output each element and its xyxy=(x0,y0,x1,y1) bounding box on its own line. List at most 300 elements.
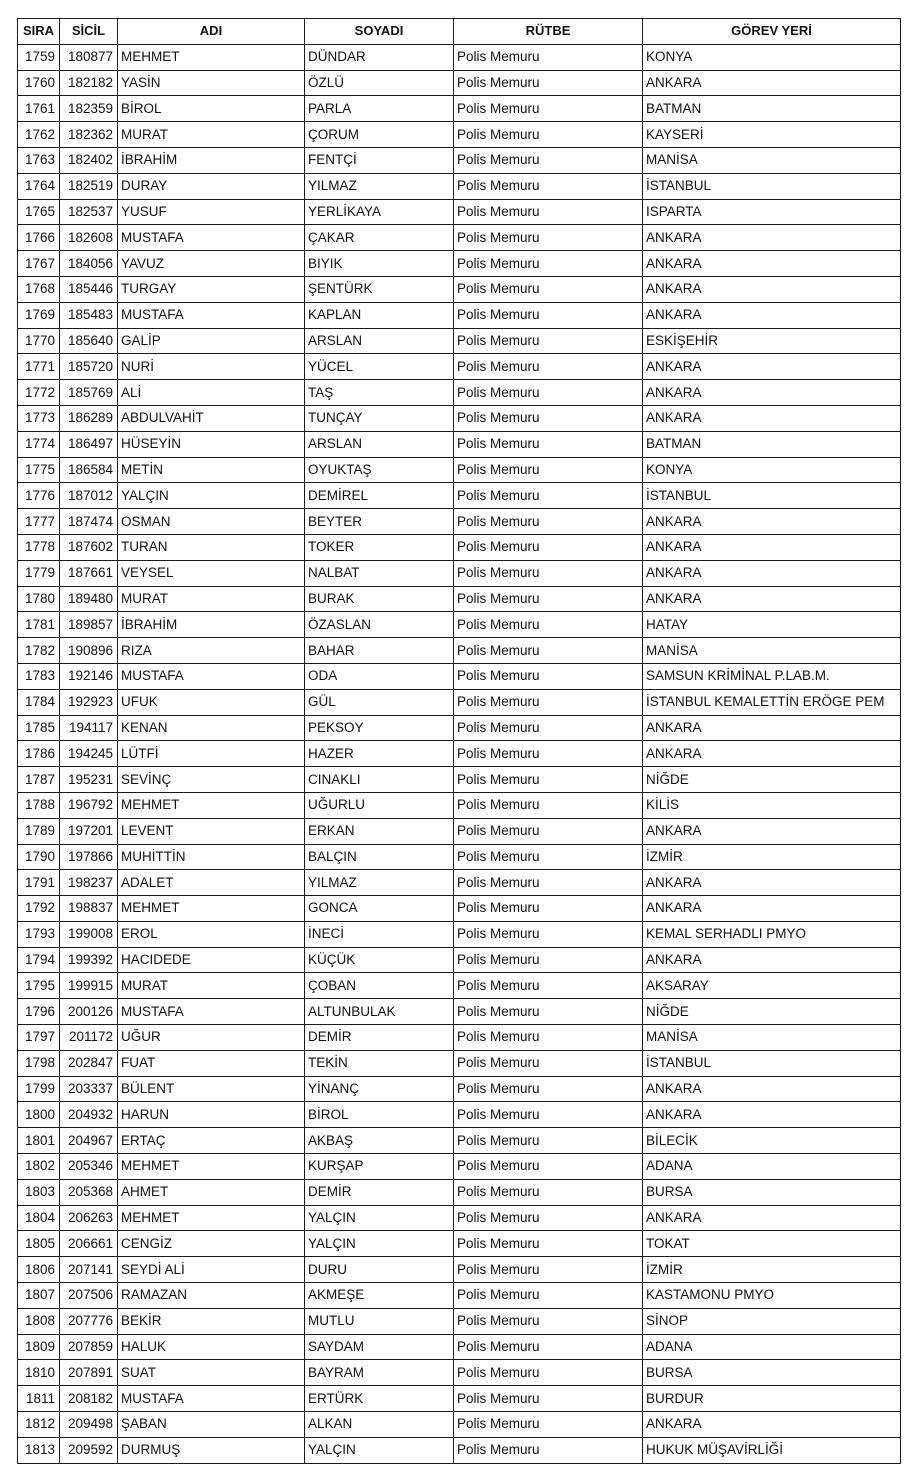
cell-adi: TURAN xyxy=(118,534,305,560)
cell-soyadi: KÜÇÜK xyxy=(305,947,454,973)
cell-rutbe: Polis Memuru xyxy=(454,147,643,173)
cell-soyadi: ÖZASLAN xyxy=(305,612,454,638)
cell-gorev-yeri: ANKARA xyxy=(643,251,901,277)
cell-rutbe: Polis Memuru xyxy=(454,1257,643,1283)
cell-soyadi: ALTUNBULAK xyxy=(305,999,454,1025)
table-row xyxy=(18,1050,901,1076)
table-header-row xyxy=(18,19,901,45)
header-adi: ADI xyxy=(118,19,305,45)
cell-sira: 1766 xyxy=(18,225,60,251)
cell-sicil: 206661 xyxy=(60,1231,118,1257)
cell-sicil: 182608 xyxy=(60,225,118,251)
cell-rutbe: Polis Memuru xyxy=(454,973,643,999)
cell-gorev-yeri: AKSARAY xyxy=(643,973,901,999)
cell-gorev-yeri: NİĞDE xyxy=(643,767,901,793)
table-row xyxy=(18,896,901,922)
cell-soyadi: YALÇIN xyxy=(305,1231,454,1257)
cell-gorev-yeri: KASTAMONU PMYO xyxy=(643,1283,901,1309)
cell-gorev-yeri: MANİSA xyxy=(643,638,901,664)
table-row xyxy=(18,638,901,664)
cell-sira: 1803 xyxy=(18,1179,60,1205)
table-row xyxy=(18,1231,901,1257)
cell-sicil: 189480 xyxy=(60,586,118,612)
cell-sira: 1784 xyxy=(18,689,60,715)
cell-gorev-yeri: ANKARA xyxy=(643,715,901,741)
cell-rutbe: Polis Memuru xyxy=(454,431,643,457)
cell-soyadi: ALKAN xyxy=(305,1412,454,1438)
cell-sira: 1786 xyxy=(18,741,60,767)
cell-sira: 1778 xyxy=(18,534,60,560)
cell-sira: 1791 xyxy=(18,870,60,896)
cell-rutbe: Polis Memuru xyxy=(454,586,643,612)
personnel-table xyxy=(17,18,901,1464)
table-row xyxy=(18,225,901,251)
cell-adi: UĞUR xyxy=(118,1025,305,1051)
table-row xyxy=(18,792,901,818)
cell-adi: SUAT xyxy=(118,1360,305,1386)
cell-gorev-yeri: İSTANBUL xyxy=(643,1050,901,1076)
cell-rutbe: Polis Memuru xyxy=(454,199,643,225)
cell-sicil: 207506 xyxy=(60,1283,118,1309)
table-row xyxy=(18,586,901,612)
cell-rutbe: Polis Memuru xyxy=(454,44,643,70)
cell-sira: 1759 xyxy=(18,44,60,70)
table-row xyxy=(18,1179,901,1205)
cell-gorev-yeri: ANKARA xyxy=(643,741,901,767)
cell-sira: 1761 xyxy=(18,96,60,122)
cell-adi: MUSTAFA xyxy=(118,663,305,689)
cell-gorev-yeri: KONYA xyxy=(643,457,901,483)
cell-sicil: 180877 xyxy=(60,44,118,70)
table-row xyxy=(18,147,901,173)
cell-rutbe: Polis Memuru xyxy=(454,534,643,560)
cell-sicil: 187602 xyxy=(60,534,118,560)
table-row xyxy=(18,663,901,689)
cell-adi: NURİ xyxy=(118,354,305,380)
cell-soyadi: GONCA xyxy=(305,896,454,922)
cell-soyadi: DEMİREL xyxy=(305,483,454,509)
cell-sicil: 182359 xyxy=(60,96,118,122)
cell-rutbe: Polis Memuru xyxy=(454,1437,643,1463)
cell-sira: 1762 xyxy=(18,122,60,148)
cell-rutbe: Polis Memuru xyxy=(454,1102,643,1128)
table-row xyxy=(18,199,901,225)
cell-soyadi: OYUKTAŞ xyxy=(305,457,454,483)
cell-adi: MEHMET xyxy=(118,1154,305,1180)
cell-rutbe: Polis Memuru xyxy=(454,1050,643,1076)
header-sicil: SİCİL xyxy=(60,19,118,45)
cell-adi: RAMAZAN xyxy=(118,1283,305,1309)
cell-gorev-yeri: İSTANBUL xyxy=(643,483,901,509)
cell-rutbe: Polis Memuru xyxy=(454,1231,643,1257)
cell-adi: GALİP xyxy=(118,328,305,354)
cell-gorev-yeri: ADANA xyxy=(643,1154,901,1180)
cell-sira: 1804 xyxy=(18,1205,60,1231)
cell-sira: 1785 xyxy=(18,715,60,741)
cell-adi: MURAT xyxy=(118,586,305,612)
cell-adi: YUSUF xyxy=(118,199,305,225)
cell-sira: 1790 xyxy=(18,844,60,870)
cell-soyadi: YILMAZ xyxy=(305,173,454,199)
cell-rutbe: Polis Memuru xyxy=(454,612,643,638)
cell-adi: MEHMET xyxy=(118,896,305,922)
cell-sira: 1780 xyxy=(18,586,60,612)
cell-adi: BEKİR xyxy=(118,1308,305,1334)
cell-sira: 1788 xyxy=(18,792,60,818)
table-row xyxy=(18,1386,901,1412)
table-row xyxy=(18,1076,901,1102)
table-row xyxy=(18,947,901,973)
cell-gorev-yeri: İZMİR xyxy=(643,844,901,870)
cell-sira: 1792 xyxy=(18,896,60,922)
cell-sicil: 186584 xyxy=(60,457,118,483)
table-row xyxy=(18,973,901,999)
table-row xyxy=(18,921,901,947)
table-row xyxy=(18,1360,901,1386)
cell-sicil: 182537 xyxy=(60,199,118,225)
cell-sicil: 207141 xyxy=(60,1257,118,1283)
cell-gorev-yeri: İSTANBUL xyxy=(643,173,901,199)
cell-sicil: 185640 xyxy=(60,328,118,354)
cell-rutbe: Polis Memuru xyxy=(454,96,643,122)
cell-rutbe: Polis Memuru xyxy=(454,741,643,767)
cell-soyadi: BAHAR xyxy=(305,638,454,664)
cell-sira: 1769 xyxy=(18,302,60,328)
table-row xyxy=(18,70,901,96)
cell-adi: AHMET xyxy=(118,1179,305,1205)
cell-sicil: 192923 xyxy=(60,689,118,715)
cell-soyadi: UĞURLU xyxy=(305,792,454,818)
cell-soyadi: YILMAZ xyxy=(305,870,454,896)
cell-rutbe: Polis Memuru xyxy=(454,380,643,406)
cell-soyadi: DURU xyxy=(305,1257,454,1283)
header-gorev-yeri: GÖREV YERİ xyxy=(643,19,901,45)
table-row xyxy=(18,431,901,457)
cell-soyadi: DÜNDAR xyxy=(305,44,454,70)
cell-sira: 1774 xyxy=(18,431,60,457)
cell-sira: 1808 xyxy=(18,1308,60,1334)
cell-sicil: 199008 xyxy=(60,921,118,947)
cell-rutbe: Polis Memuru xyxy=(454,1179,643,1205)
cell-sicil: 201172 xyxy=(60,1025,118,1051)
cell-sira: 1810 xyxy=(18,1360,60,1386)
cell-sicil: 186497 xyxy=(60,431,118,457)
cell-adi: FUAT xyxy=(118,1050,305,1076)
cell-sira: 1812 xyxy=(18,1412,60,1438)
cell-adi: MURAT xyxy=(118,122,305,148)
cell-sicil: 192146 xyxy=(60,663,118,689)
cell-sira: 1787 xyxy=(18,767,60,793)
cell-sicil: 189857 xyxy=(60,612,118,638)
cell-adi: MUSTAFA xyxy=(118,225,305,251)
cell-soyadi: TAŞ xyxy=(305,380,454,406)
cell-soyadi: YERLİKAYA xyxy=(305,199,454,225)
cell-sira: 1772 xyxy=(18,380,60,406)
cell-adi: CENGİZ xyxy=(118,1231,305,1257)
cell-rutbe: Polis Memuru xyxy=(454,1308,643,1334)
table-row xyxy=(18,1257,901,1283)
cell-soyadi: YALÇIN xyxy=(305,1205,454,1231)
cell-soyadi: BEYTER xyxy=(305,509,454,535)
cell-gorev-yeri: ADANA xyxy=(643,1334,901,1360)
table-row xyxy=(18,276,901,302)
cell-adi: LÜTFİ xyxy=(118,741,305,767)
cell-soyadi: ERTÜRK xyxy=(305,1386,454,1412)
cell-rutbe: Polis Memuru xyxy=(454,844,643,870)
cell-gorev-yeri: ANKARA xyxy=(643,947,901,973)
cell-sicil: 182182 xyxy=(60,70,118,96)
cell-sira: 1760 xyxy=(18,70,60,96)
cell-sicil: 186289 xyxy=(60,405,118,431)
cell-sira: 1781 xyxy=(18,612,60,638)
cell-sira: 1795 xyxy=(18,973,60,999)
table-row xyxy=(18,44,901,70)
cell-sicil: 185769 xyxy=(60,380,118,406)
cell-adi: MEHMET xyxy=(118,1205,305,1231)
cell-soyadi: SAYDAM xyxy=(305,1334,454,1360)
cell-sicil: 199392 xyxy=(60,947,118,973)
cell-sicil: 209592 xyxy=(60,1437,118,1463)
cell-gorev-yeri: ANKARA xyxy=(643,534,901,560)
cell-adi: DURMUŞ xyxy=(118,1437,305,1463)
cell-gorev-yeri: MANİSA xyxy=(643,147,901,173)
cell-sicil: 207891 xyxy=(60,1360,118,1386)
cell-sira: 1799 xyxy=(18,1076,60,1102)
cell-sira: 1767 xyxy=(18,251,60,277)
cell-rutbe: Polis Memuru xyxy=(454,818,643,844)
cell-sicil: 182362 xyxy=(60,122,118,148)
cell-gorev-yeri: ANKARA xyxy=(643,1076,901,1102)
cell-gorev-yeri: ESKİŞEHİR xyxy=(643,328,901,354)
cell-adi: EROL xyxy=(118,921,305,947)
cell-adi: HALUK xyxy=(118,1334,305,1360)
table-row xyxy=(18,741,901,767)
cell-gorev-yeri: HUKUK MÜŞAVİRLİĞİ xyxy=(643,1437,901,1463)
cell-soyadi: NALBAT xyxy=(305,560,454,586)
cell-sira: 1794 xyxy=(18,947,60,973)
cell-adi: İBRAHİM xyxy=(118,612,305,638)
cell-gorev-yeri: KAYSERİ xyxy=(643,122,901,148)
cell-soyadi: CINAKLI xyxy=(305,767,454,793)
cell-rutbe: Polis Memuru xyxy=(454,921,643,947)
cell-rutbe: Polis Memuru xyxy=(454,638,643,664)
cell-gorev-yeri: ANKARA xyxy=(643,509,901,535)
cell-soyadi: ŞENTÜRK xyxy=(305,276,454,302)
cell-sicil: 208182 xyxy=(60,1386,118,1412)
cell-rutbe: Polis Memuru xyxy=(454,1128,643,1154)
cell-gorev-yeri: ANKARA xyxy=(643,405,901,431)
personnel-list-sheet xyxy=(17,18,901,1464)
cell-soyadi: İNECİ xyxy=(305,921,454,947)
cell-soyadi: BİROL xyxy=(305,1102,454,1128)
cell-adi: MUSTAFA xyxy=(118,999,305,1025)
cell-soyadi: ÖZLÜ xyxy=(305,70,454,96)
cell-gorev-yeri: BURDUR xyxy=(643,1386,901,1412)
cell-gorev-yeri: ANKARA xyxy=(643,1205,901,1231)
cell-sicil: 205368 xyxy=(60,1179,118,1205)
cell-gorev-yeri: SAMSUN KRİMİNAL P.LAB.M. xyxy=(643,663,901,689)
cell-soyadi: ERKAN xyxy=(305,818,454,844)
cell-sicil: 195231 xyxy=(60,767,118,793)
cell-sira: 1765 xyxy=(18,199,60,225)
cell-sira: 1806 xyxy=(18,1257,60,1283)
cell-gorev-yeri: KEMAL SERHADLI PMYO xyxy=(643,921,901,947)
cell-soyadi: GÜL xyxy=(305,689,454,715)
cell-gorev-yeri: ANKARA xyxy=(643,225,901,251)
cell-soyadi: BIYIK xyxy=(305,251,454,277)
table-row xyxy=(18,870,901,896)
cell-gorev-yeri: HATAY xyxy=(643,612,901,638)
table-row xyxy=(18,354,901,380)
cell-rutbe: Polis Memuru xyxy=(454,1412,643,1438)
cell-soyadi: DEMİR xyxy=(305,1025,454,1051)
cell-gorev-yeri: ANKARA xyxy=(643,380,901,406)
cell-rutbe: Polis Memuru xyxy=(454,1076,643,1102)
cell-sira: 1796 xyxy=(18,999,60,1025)
cell-gorev-yeri: BATMAN xyxy=(643,431,901,457)
cell-sicil: 207859 xyxy=(60,1334,118,1360)
cell-sira: 1771 xyxy=(18,354,60,380)
cell-rutbe: Polis Memuru xyxy=(454,302,643,328)
cell-soyadi: ARSLAN xyxy=(305,431,454,457)
cell-sira: 1789 xyxy=(18,818,60,844)
cell-soyadi: TUNÇAY xyxy=(305,405,454,431)
cell-gorev-yeri: ANKARA xyxy=(643,870,901,896)
header-sira: SIRA xyxy=(18,19,60,45)
cell-sicil: 190896 xyxy=(60,638,118,664)
table-row xyxy=(18,1154,901,1180)
cell-soyadi: TOKER xyxy=(305,534,454,560)
cell-adi: YAVUZ xyxy=(118,251,305,277)
cell-soyadi: YİNANÇ xyxy=(305,1076,454,1102)
cell-sira: 1811 xyxy=(18,1386,60,1412)
cell-sira: 1800 xyxy=(18,1102,60,1128)
table-row xyxy=(18,405,901,431)
table-row xyxy=(18,380,901,406)
cell-rutbe: Polis Memuru xyxy=(454,870,643,896)
cell-rutbe: Polis Memuru xyxy=(454,483,643,509)
table-body xyxy=(18,44,901,1463)
cell-rutbe: Polis Memuru xyxy=(454,509,643,535)
cell-rutbe: Polis Memuru xyxy=(454,70,643,96)
cell-sira: 1782 xyxy=(18,638,60,664)
cell-rutbe: Polis Memuru xyxy=(454,715,643,741)
table-row xyxy=(18,328,901,354)
cell-adi: RIZA xyxy=(118,638,305,664)
cell-rutbe: Polis Memuru xyxy=(454,999,643,1025)
cell-sicil: 184056 xyxy=(60,251,118,277)
cell-rutbe: Polis Memuru xyxy=(454,276,643,302)
table-row xyxy=(18,509,901,535)
cell-rutbe: Polis Memuru xyxy=(454,767,643,793)
cell-adi: ERTAÇ xyxy=(118,1128,305,1154)
cell-gorev-yeri: ANKARA xyxy=(643,586,901,612)
cell-sira: 1797 xyxy=(18,1025,60,1051)
cell-rutbe: Polis Memuru xyxy=(454,1386,643,1412)
cell-soyadi: KURŞAP xyxy=(305,1154,454,1180)
cell-adi: SEYDİ ALİ xyxy=(118,1257,305,1283)
cell-adi: İBRAHİM xyxy=(118,147,305,173)
cell-sicil: 182402 xyxy=(60,147,118,173)
cell-rutbe: Polis Memuru xyxy=(454,792,643,818)
cell-gorev-yeri: İZMİR xyxy=(643,1257,901,1283)
cell-sicil: 200126 xyxy=(60,999,118,1025)
cell-adi: BÜLENT xyxy=(118,1076,305,1102)
cell-sira: 1809 xyxy=(18,1334,60,1360)
table-row xyxy=(18,1205,901,1231)
cell-gorev-yeri: BURSA xyxy=(643,1360,901,1386)
cell-rutbe: Polis Memuru xyxy=(454,354,643,380)
cell-rutbe: Polis Memuru xyxy=(454,405,643,431)
cell-adi: TURGAY xyxy=(118,276,305,302)
cell-soyadi: BURAK xyxy=(305,586,454,612)
cell-adi: ADALET xyxy=(118,870,305,896)
cell-sira: 1798 xyxy=(18,1050,60,1076)
cell-sira: 1770 xyxy=(18,328,60,354)
cell-soyadi: DEMİR xyxy=(305,1179,454,1205)
cell-rutbe: Polis Memuru xyxy=(454,251,643,277)
cell-sicil: 204967 xyxy=(60,1128,118,1154)
cell-soyadi: PARLA xyxy=(305,96,454,122)
table-row xyxy=(18,1025,901,1051)
cell-adi: ŞABAN xyxy=(118,1412,305,1438)
cell-adi: METİN xyxy=(118,457,305,483)
cell-sicil: 203337 xyxy=(60,1076,118,1102)
cell-gorev-yeri: KİLİS xyxy=(643,792,901,818)
cell-soyadi: KAPLAN xyxy=(305,302,454,328)
cell-sicil: 204932 xyxy=(60,1102,118,1128)
cell-sicil: 182519 xyxy=(60,173,118,199)
cell-sira: 1776 xyxy=(18,483,60,509)
cell-sicil: 185446 xyxy=(60,276,118,302)
cell-sira: 1773 xyxy=(18,405,60,431)
cell-gorev-yeri: ANKARA xyxy=(643,302,901,328)
cell-gorev-yeri: ANKARA xyxy=(643,560,901,586)
cell-soyadi: MUTLU xyxy=(305,1308,454,1334)
cell-soyadi: AKBAŞ xyxy=(305,1128,454,1154)
table-row xyxy=(18,96,901,122)
cell-gorev-yeri: ANKARA xyxy=(643,818,901,844)
cell-adi: ABDULVAHİT xyxy=(118,405,305,431)
cell-sira: 1777 xyxy=(18,509,60,535)
cell-sira: 1764 xyxy=(18,173,60,199)
table-row xyxy=(18,457,901,483)
table-row xyxy=(18,844,901,870)
cell-sicil: 187012 xyxy=(60,483,118,509)
cell-adi: MEHMET xyxy=(118,44,305,70)
cell-sicil: 197201 xyxy=(60,818,118,844)
cell-sicil: 209498 xyxy=(60,1412,118,1438)
cell-rutbe: Polis Memuru xyxy=(454,1025,643,1051)
cell-sicil: 187661 xyxy=(60,560,118,586)
cell-gorev-yeri: KONYA xyxy=(643,44,901,70)
cell-rutbe: Polis Memuru xyxy=(454,1360,643,1386)
cell-rutbe: Polis Memuru xyxy=(454,560,643,586)
cell-sira: 1801 xyxy=(18,1128,60,1154)
table-row xyxy=(18,173,901,199)
table-row xyxy=(18,1128,901,1154)
cell-soyadi: YÜCEL xyxy=(305,354,454,380)
cell-adi: KENAN xyxy=(118,715,305,741)
cell-sicil: 196792 xyxy=(60,792,118,818)
cell-soyadi: BALÇIN xyxy=(305,844,454,870)
cell-sicil: 198237 xyxy=(60,870,118,896)
table-row xyxy=(18,534,901,560)
cell-sicil: 185720 xyxy=(60,354,118,380)
cell-rutbe: Polis Memuru xyxy=(454,122,643,148)
cell-soyadi: TEKİN xyxy=(305,1050,454,1076)
cell-sicil: 205346 xyxy=(60,1154,118,1180)
